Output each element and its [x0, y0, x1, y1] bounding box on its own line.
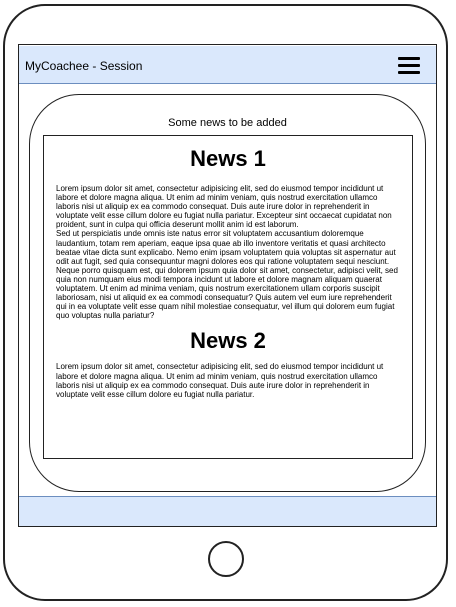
news-title: News 1	[190, 146, 266, 171]
news-scroll-area[interactable]	[43, 135, 413, 459]
app-footer	[19, 496, 436, 526]
news-title: News 2	[190, 328, 266, 354]
app-title: MyCoachee - Session	[25, 59, 143, 73]
hamburger-menu-icon[interactable]	[398, 57, 420, 75]
news-body: Lorem ipsum dolor sit amet, consectetur adipisicing elit, sed do eiusmod tempor incididunt ut labore et dolore magna aliqua. Ut enim ad minim veniam, quis nostrud exercitation ullamco laboris nisi ut aliquip ex ea commodo consequat. Duis aute irure dolor in reprehenderit in voluptate velit esse cillum dolore eu fugiat nulla pariatur. Excepteur sint occaecat cupidatat non proident, sunt in culpa qui officia deserunt mollit anim id est laborum. Sed ut perspiciatis unde omnis iste natus error sit voluptatem accusantium doloremque laudantium, totam rem aperiam, eaque ipsa quae ab illo inventore veritatis et quasi architecto beatae vitae dicta sunt explicabo. Nemo enim ipsam voluptatem quia voluptas sit aspernatur aut odit aut fugit, sed quia consequuntur magni dolores eos qui ratione voluptatem sequi nesciunt. Neque porro quisquam est, qui dolorem ipsum quia dolor sit amet, consectetur, adipisci velit, sed quia non numquam eius modi tempora incidunt ut labore et dolore magnam aliquam quaerat voluptatem. Ut enim ad minima veniam, quis nostrum exercitationem ullam corporis suscipit laboriosam, nisi ut aliquid ex ea commodi consequatur? Quis autem vel eum iure reprehenderit qui in ea voluptate velit esse quam nihil molestiae consequatur, vel illum qui dolorem eum fugiat quo voluptas nulla pariatur?	[56, 184, 398, 321]
news-caption: Some news to be added	[168, 117, 287, 129]
news-body: Lorem ipsum dolor sit amet, consectetur adipisicing elit, sed do eiusmod tempor incididunt ut labore et dolore magna aliqua. Ut enim ad minim veniam, quis nostrud exercitation ullamco laboris nisi ut aliquip ex ea commodo consequat. Duis aute irure dolor in reprehenderit in voluptate velit esse cillum dolore eu fugiat nulla pariatur.	[56, 362, 384, 399]
home-button[interactable]	[208, 541, 244, 577]
app-header	[19, 46, 436, 84]
